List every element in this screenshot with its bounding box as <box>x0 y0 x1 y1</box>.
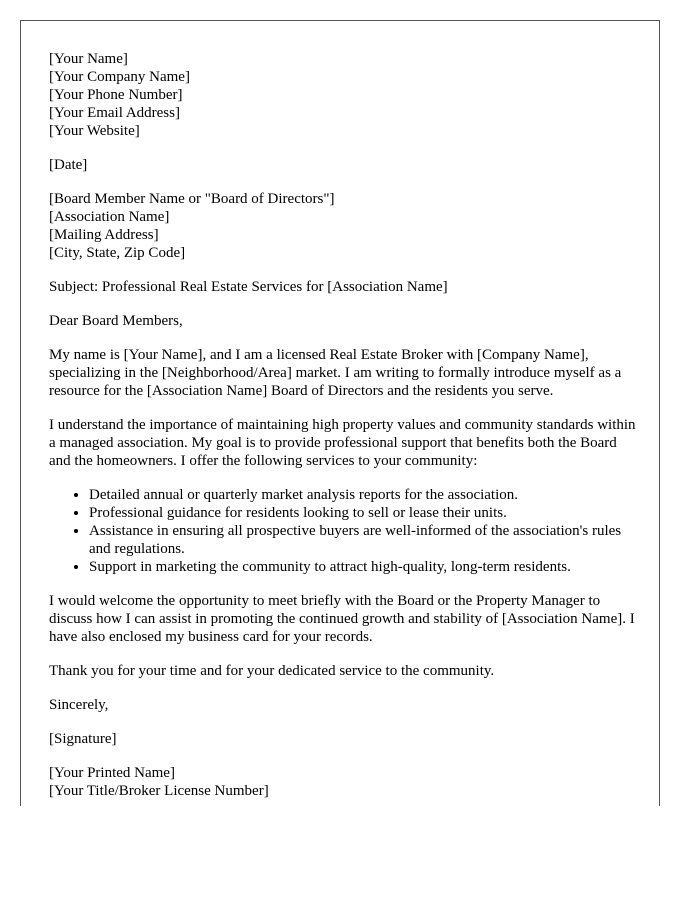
salutation: Dear Board Members, <box>49 313 183 329</box>
sender-phone: [Your Phone Number] <box>49 87 183 103</box>
date-block <box>49 156 639 174</box>
list-item: • Assistance in ensuring all prospective buyers are well-informed of the association's rules and regulations. <box>89 522 639 558</box>
importance-paragraph: I understand the importance of maintaining high property values and community standards within a managed association. My goal is to provide professional support that benefits both the Board and the homeowners. I offer the following services to your community: <box>49 417 636 469</box>
recipient-name: [Board Member Name or "Board of Directors"] <box>49 191 335 207</box>
sender-name: [Your Name] <box>49 51 128 67</box>
signoff-block <box>49 764 639 800</box>
recipient-city: [City, State, Zip Code] <box>49 245 186 261</box>
list-item: • Professional guidance for residents looking to sell or lease their units. <box>89 504 639 522</box>
subject-line: Subject: Professional Real Estate Services for [Association Name] <box>49 279 448 295</box>
sender-company: [Your Company Name] <box>49 69 190 85</box>
list-item: • Detailed annual or quarterly market analysis reports for the association. <box>89 486 639 504</box>
letter-page <box>20 20 660 806</box>
recipient-block <box>49 190 639 262</box>
thanks-paragraph: Thank you for your time and for your dedicated service to the community. <box>49 663 495 679</box>
letter-date: [Date] <box>49 157 88 173</box>
recipient-address: [Mailing Address] <box>49 227 159 243</box>
sender-email: [Your Email Address] <box>49 105 180 121</box>
closing: Sincerely, <box>49 697 109 713</box>
recipient-association: [Association Name] <box>49 209 170 225</box>
title-license: [Your Title/Broker License Number] <box>49 783 269 799</box>
printed-name: [Your Printed Name] <box>49 765 175 781</box>
services-list <box>49 486 639 576</box>
signature: [Signature] <box>49 731 117 747</box>
list-item: • Support in marketing the community to attract high-quality, long-term residents. <box>89 558 639 576</box>
sender-block <box>49 50 639 140</box>
meeting-paragraph: I would welcome the opportunity to meet briefly with the Board or the Property Manager to discuss how I can assist in promoting the continued growth and stability of [Association Name]. I have also enclosed my business card for your records. <box>49 593 635 645</box>
letter-content <box>21 21 659 800</box>
intro-paragraph: My name is [Your Name], and I am a licensed Real Estate Broker with [Company Name], specializing in the [Neighborhood/Area] market. I am writing to formally introduce myself as a resource for the [Association Name] Board of Directors and the residents you serve. <box>49 347 622 399</box>
sender-website: [Your Website] <box>49 123 140 139</box>
